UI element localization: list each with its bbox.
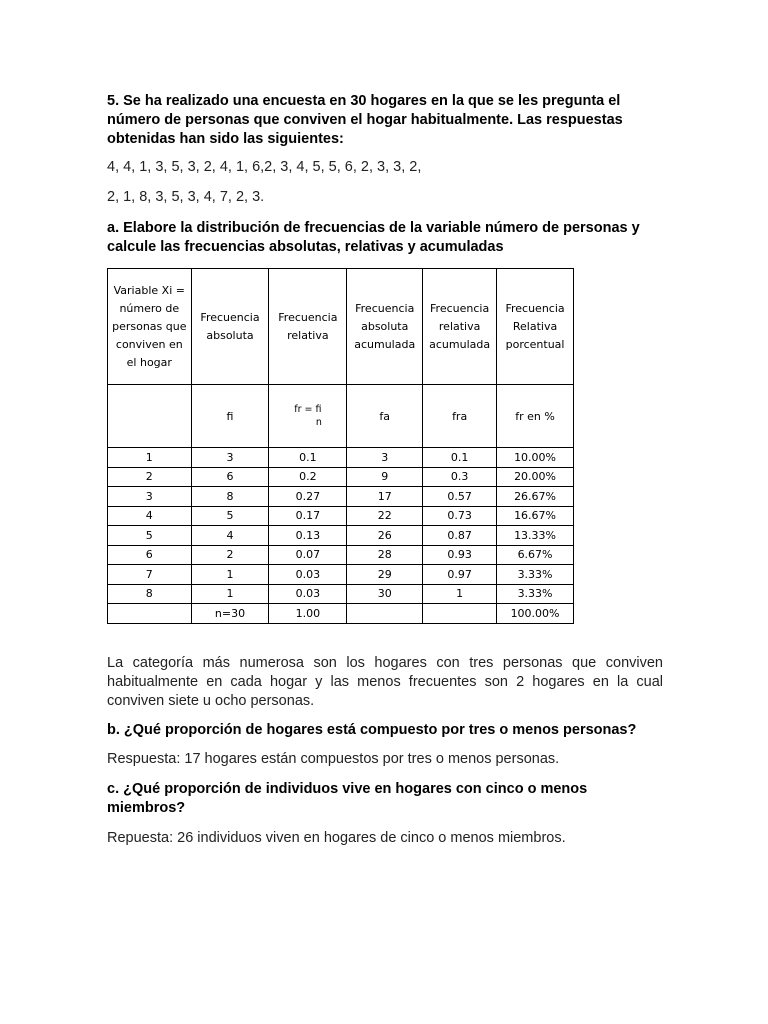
total-cell: 1.00 <box>269 604 347 624</box>
frequency-table <box>107 268 574 624</box>
table-cell: 0.87 <box>423 526 497 546</box>
table-cell: 16.67% <box>497 506 574 526</box>
table-cell: 0.13 <box>269 526 347 546</box>
header-absolute-frequency: Frecuencia absoluta <box>191 269 269 385</box>
total-cell <box>423 604 497 624</box>
part-c-answer: Repuesta: 26 individuos viven en hogares de cinco o menos miembros. <box>107 830 566 846</box>
table-symbol-row <box>108 385 574 448</box>
table-cell: 3 <box>347 448 423 468</box>
table-cell: 0.57 <box>423 487 497 507</box>
table-cell: 5 <box>108 526 192 546</box>
table-cell: 0.03 <box>269 565 347 585</box>
table-cell: 7 <box>108 565 192 585</box>
part-c-question: c. ¿Qué proporción de individuos vive en hogares con cinco o menos miembros? <box>107 781 588 816</box>
symbol-percent: fr en % <box>497 385 574 448</box>
table-cell: 0.03 <box>269 584 347 604</box>
header-cumulative-absolute: Frecuencia absoluta acumulada <box>347 269 423 385</box>
symbol-fa: fa <box>347 385 423 448</box>
table-cell: 26.67% <box>497 487 574 507</box>
total-cell: 100.00% <box>497 604 574 624</box>
table-cell: 1 <box>191 584 269 604</box>
fr-denominator: n <box>315 417 322 428</box>
total-cell <box>108 604 192 624</box>
table-body <box>108 448 574 604</box>
table-row <box>108 467 574 487</box>
table-cell: 28 <box>347 545 423 565</box>
table-cell: 29 <box>347 565 423 585</box>
table-cell: 8 <box>108 584 192 604</box>
table-cell: 0.93 <box>423 545 497 565</box>
table-row <box>108 448 574 468</box>
fr-numerator: fr = fi <box>294 404 322 415</box>
symbol-fra: fra <box>423 385 497 448</box>
table-cell: 17 <box>347 487 423 507</box>
table-cell: 0.17 <box>269 506 347 526</box>
symbol-fr <box>269 385 347 448</box>
table-cell: 0.1 <box>269 448 347 468</box>
header-cumulative-relative: Frecuencia relativa acumulada <box>423 269 497 385</box>
table-cell: 3 <box>191 448 269 468</box>
table-cell: 6 <box>191 467 269 487</box>
table-row <box>108 545 574 565</box>
table-cell: 0.73 <box>423 506 497 526</box>
table-cell: 0.97 <box>423 565 497 585</box>
table-cell: 30 <box>347 584 423 604</box>
table-cell: 13.33% <box>497 526 574 546</box>
part-a-question: a. Elabore la distribución de frecuencias de la variable número de personas y calcule las frecuencias absolutas, relativas y acumuladas <box>107 220 640 255</box>
data-line-2: 2, 1, 8, 3, 5, 3, 4, 7, 2, 3. <box>107 189 265 205</box>
table-cell: 1 <box>423 584 497 604</box>
table-header-row <box>108 269 574 385</box>
table-cell: 3 <box>108 487 192 507</box>
table-cell: 10.00% <box>497 448 574 468</box>
symbol-fi: fi <box>191 385 269 448</box>
table-cell: 2 <box>191 545 269 565</box>
table-cell: 4 <box>108 506 192 526</box>
table-cell: 0.2 <box>269 467 347 487</box>
table-cell: 6 <box>108 545 192 565</box>
table-cell: 1 <box>108 448 192 468</box>
header-percentage: Frecuencia Relativa porcentual <box>497 269 574 385</box>
table-row <box>108 506 574 526</box>
part-b-question: b. ¿Qué proporción de hogares está compuesto por tres o menos personas? <box>107 722 637 738</box>
data-line-1: 4, 4, 1, 3, 5, 3, 2, 4, 1, 6,2, 3, 4, 5, 5, 6, 2, 3, 3, 2, <box>107 159 422 175</box>
conclusion-paragraph: La categoría más numerosa son los hogares con tres personas que conviven habitualmente en cada hogar y las menos frecuentes son 2 hogares en la cual conviven siete u ocho personas. <box>107 655 663 709</box>
table-cell: 1 <box>191 565 269 585</box>
symbol-empty <box>108 385 192 448</box>
table-totals-row <box>108 604 574 624</box>
problem-statement: 5. Se ha realizado una encuesta en 30 hogares en la que se les pregunta el número de personas que conviven el hogar habitualmente. Las respuestas obtenidas han sido las siguientes: <box>107 93 623 147</box>
table-cell: 9 <box>347 467 423 487</box>
table-cell: 0.27 <box>269 487 347 507</box>
table-cell: 22 <box>347 506 423 526</box>
part-b-answer: Respuesta: 17 hogares están compuestos por tres o menos personas. <box>107 751 560 767</box>
header-variable: Variable Xi = número de personas que conviven en el hogar <box>108 269 192 385</box>
table-row <box>108 565 574 585</box>
table-cell: 4 <box>191 526 269 546</box>
table-cell: 3.33% <box>497 584 574 604</box>
fr-formula <box>294 403 322 429</box>
table-row <box>108 526 574 546</box>
table-cell: 0.3 <box>423 467 497 487</box>
total-cell: n=30 <box>191 604 269 624</box>
table-cell: 2 <box>108 467 192 487</box>
table-cell: 3.33% <box>497 565 574 585</box>
table-cell: 0.1 <box>423 448 497 468</box>
table-row <box>108 584 574 604</box>
table-cell: 8 <box>191 487 269 507</box>
table-cell: 0.07 <box>269 545 347 565</box>
table-row <box>108 487 574 507</box>
table-cell: 20.00% <box>497 467 574 487</box>
table-cell: 6.67% <box>497 545 574 565</box>
table-cell: 26 <box>347 526 423 546</box>
header-relative-frequency: Frecuencia relativa <box>269 269 347 385</box>
total-cell <box>347 604 423 624</box>
table-cell: 5 <box>191 506 269 526</box>
